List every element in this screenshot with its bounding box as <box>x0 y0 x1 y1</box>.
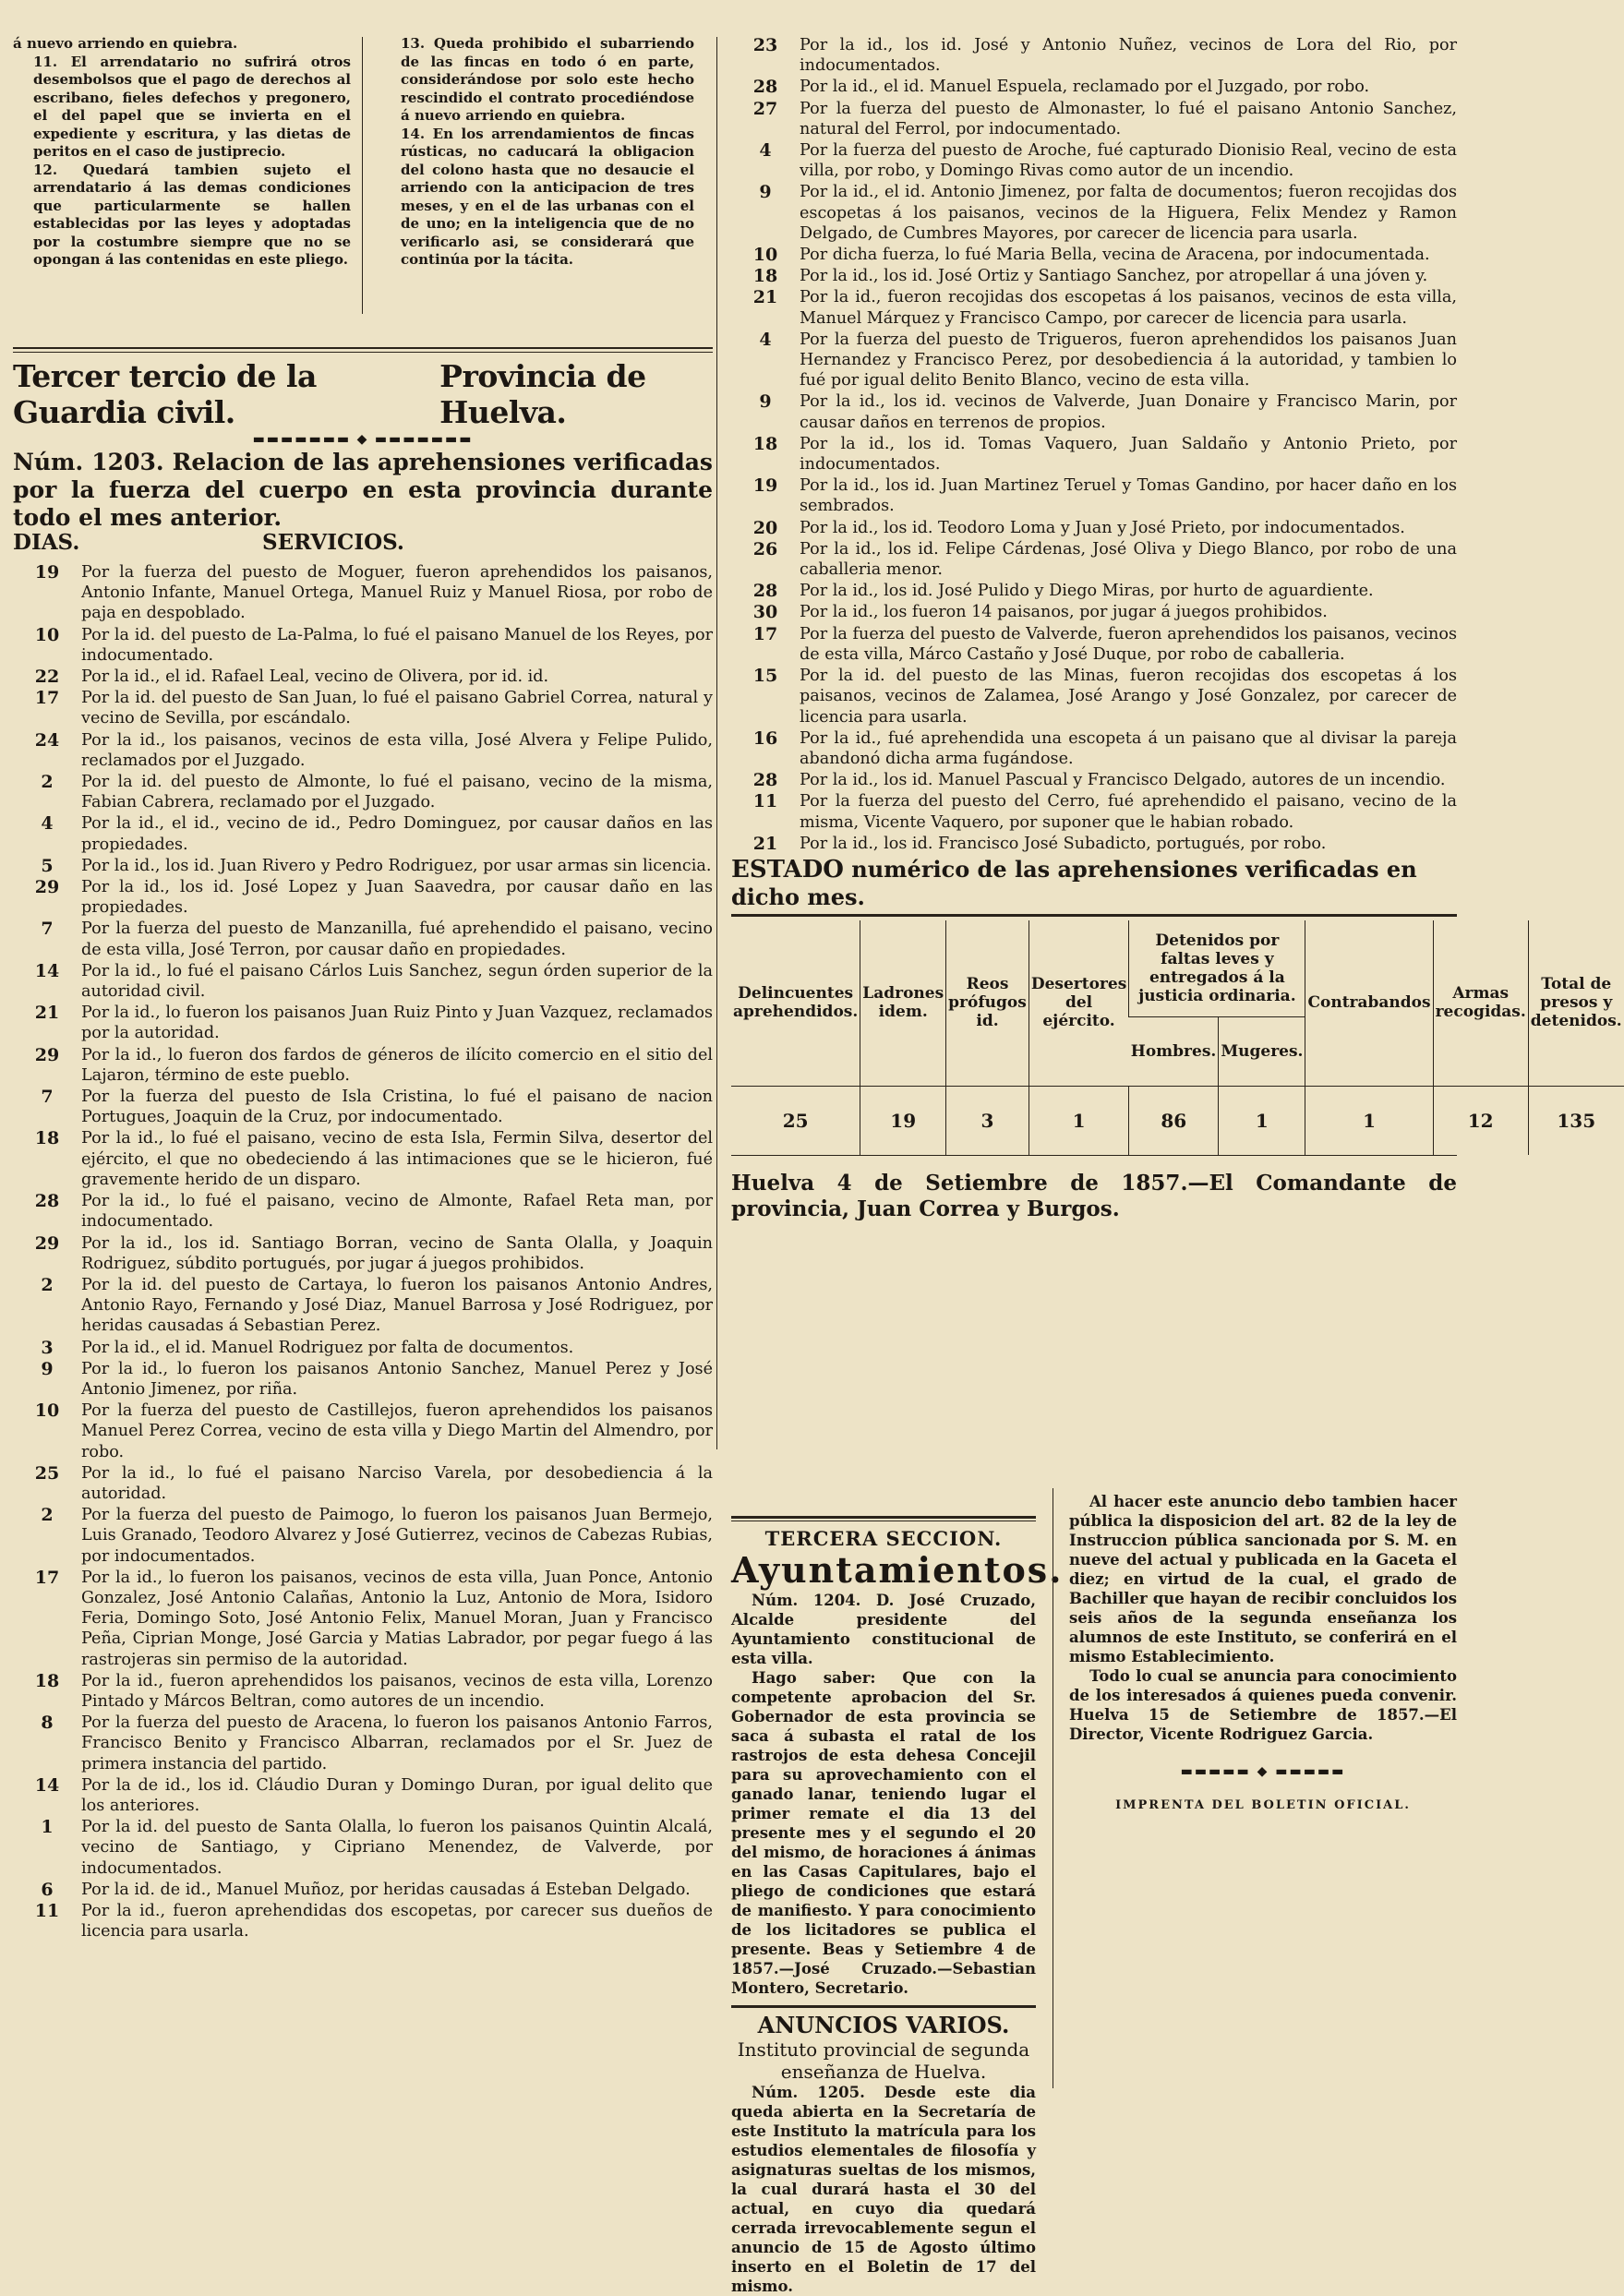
entry-text: Por la id., lo fué el paisano, vecino de Almonte, Rafael Reta man, por indocumentado. <box>81 1192 713 1232</box>
entry-day: 2 <box>41 1274 54 1295</box>
paragraph: 14. En los arrendamientos de fincas rústicas, no caducará la obligacion del colono hasta que no desaucie el arriendo con la anticipacion de tres meses, y en el de las urbanas con el de uno; en la inteligencia que de no verificarlo asi, se considerará que continúa por la tácita. <box>401 125 694 268</box>
entry-row <box>13 688 713 728</box>
entry-text: Por la fuerza del puesto de Paimogo, lo fueron los paisanos Juan Bermejo, Luis Granado, Teodoro Alvarez y José Gutierrez, vecinos de Cabezas Rubias, por indocumentados. <box>81 1506 713 1566</box>
entry-text: Por la id., lo fueron los paisanos, vecinos de esta villa, Juan Ponce, Antonio Gonzalez, José Antonio Calañas, Antonio la Luz, Antonio de Mora, Isidoro Feria, Domingo Soto, José Antonio Felix, Manuel Moran, Juan y Francisco Peña, Ciprian Monge, José Garcia y Matias Labrador, por pegar fuego á las rastrojeras sin permiso de la autoridad. <box>81 1568 713 1669</box>
entry-text: Por la id., los id. Felipe Cárdenas, José Oliva y Diego Blanco, por robo de una caballeria menor. <box>800 539 1457 580</box>
entry-row <box>13 1191 713 1232</box>
entry-text: Por la id., fué aprehendida una escopeta á un paisano que al divisar la pareja abandonó dicha arma fugándose. <box>800 728 1457 768</box>
entry-row <box>13 772 713 812</box>
imprenta-footer: IMPRENTA DEL BOLETIN OFICIAL. <box>1115 1798 1411 1812</box>
entry-day: 18 <box>752 266 778 287</box>
entry-row <box>13 730 713 771</box>
entry-row <box>13 856 713 876</box>
entry-text: Por la id., el id. Rafael Leal, vecino de Olivera, por id. id. <box>81 667 549 687</box>
entry-text: Por la fuerza del puesto del Cerro, fué aprehendido el paisano, vecino de la misma, Vicente Vaquero, por suponer que le habian robado. <box>800 792 1457 832</box>
anuncio-num <box>731 2083 1036 2296</box>
entry-row <box>13 1045 713 1086</box>
entry-day: 26 <box>752 538 778 559</box>
entry-day: 16 <box>752 727 778 749</box>
entry-row <box>13 1505 713 1567</box>
entry-day: 19 <box>752 475 778 497</box>
entries-list-left <box>13 562 713 1941</box>
col-header: Total de presos y detenidos. <box>1528 920 1623 1087</box>
entry-row <box>731 518 1457 538</box>
entry-row <box>13 667 713 687</box>
entry-text: Por la de id., los id. Cláudio Duran y Domingo Duran, por igual delito que los anteriores. <box>81 1775 713 1815</box>
entry-row <box>731 77 1457 97</box>
entry-day: 14 <box>34 1774 60 1796</box>
entry-text: Por la id., los id. José Lopez y Juan Saavedra, por causar daño en las propiedades. <box>81 878 713 918</box>
entry-text: Por la id., lo fueron dos fardos de géneros de ilícito comercio en el sitio del Lajaron, término de este pueblo. <box>81 1045 713 1085</box>
group-header: Detenidos por faltas leves y entregados á la justicia ordinaria. <box>1129 920 1305 1017</box>
col-header: Mugeres. <box>1219 1016 1305 1086</box>
col-header: Armas recogidas. <box>1433 920 1528 1087</box>
entry-text: Por dicha fuerza, lo fué Maria Bella, vecina de Aracena, por indocumentada. <box>800 246 1430 265</box>
estado-value: 1 <box>1219 1086 1305 1155</box>
entry-day: 21 <box>752 287 778 308</box>
entry-day: 22 <box>34 667 60 688</box>
entry-row <box>13 1775 713 1816</box>
entry-row <box>731 834 1457 854</box>
entry-day: 7 <box>41 919 54 940</box>
entry-text: Por la id., los id. Juan Rivero y Pedro Rodriguez, por usar armas sin licencia. <box>81 856 712 875</box>
entry-day: 23 <box>752 35 778 55</box>
anuncio-continuation <box>1069 1492 1457 1815</box>
entry-day: 5 <box>41 855 54 876</box>
entry-text: Por la id. del puesto de Almonte, lo fué el paisano, vecino de la misma, Fabian Cabrera, reclamado por el Juzgado. <box>81 773 713 812</box>
entry-text: Por la id., lo fueron los paisanos Antonio Sanchez, Manuel Perez y José Antonio Jimenez, por riña. <box>81 1359 713 1399</box>
entry-row <box>13 562 713 624</box>
entry-day: 11 <box>752 791 778 812</box>
entry-row <box>731 475 1457 516</box>
signoff: Huelva 4 de Setiembre de 1857.—El Comandante de provincia, Juan Correa y Burgos. <box>731 1170 1457 1221</box>
entry-day: 6 <box>41 1879 54 1900</box>
entries-list-right <box>731 35 1457 854</box>
paragraph: 11. El arrendatario no sufrirá otros desembolsos que el pago de derechos al escribano, fieles defechos y pregonero, el del papel que se invierta en el expediente y escritura, y las dietas de peritos en el caso de justiprecio. <box>33 53 351 160</box>
entry-day: 28 <box>752 581 778 602</box>
entry-day: 28 <box>34 1191 60 1212</box>
entry-day: 17 <box>34 688 60 709</box>
entry-day: 29 <box>34 877 60 898</box>
entry-text: Por la fuerza del puesto de Moguer, fueron aprehendidos los paisanos, Antonio Infante, Manuel Ortega, Manuel Ruiz y Manuel Riosa, por robo de paja en despoblado. <box>81 563 713 623</box>
paragraph: Núm. 1205. Desde este dia queda abierta en la Secretaría de este Instituto la matrícula para los estudios elementales de filosofía y asignaturas sueltas de los mismos, la cual durará hasta el 30 del actual, en cuyo dia quedará cerrada irrevocablemente segun el anuncio de 15 de Agosto último inserto en el Boletin de 17 del mismo. <box>731 2084 1036 2295</box>
entry-day: 4 <box>41 813 54 835</box>
entry-row <box>731 728 1457 769</box>
entry-day: 11 <box>34 1901 60 1921</box>
entry-text: Por la id., lo fueron los paisanos Juan Ruiz Pinto y Juan Vazquez, reclamados por la autoridad. <box>81 1004 713 1043</box>
entry-day: 9 <box>759 391 772 413</box>
entry-day: 10 <box>34 1400 60 1422</box>
entry-text: Por la id., el id. Antonio Jimenez, por falta de documentos; fueron recojidas dos escopetas á los paisanos, vecinos de la Higuera, Felix Mendez y Ramon Delgado, de Cumbres Mayores, por carecer de licencia para usarla. <box>800 183 1457 243</box>
entry-text: Por la id. del puesto de La-Palma, lo fué el paisano Manuel de los Reyes, por indocumentado. <box>81 625 713 665</box>
entry-text: Por la fuerza del puesto de Aracena, lo fueron los paisanos Antonio Farros, Francisco Benito y Francisco Albarran, reclamados por el Sr. Juez de primera instancia del partido. <box>81 1713 713 1773</box>
entry-text: Por la id. de id., Manuel Muñoz, por heridas causadas á Esteban Delgado. <box>81 1880 691 1899</box>
column-headings <box>13 530 713 555</box>
entry-row <box>731 581 1457 601</box>
entry-text: Por la fuerza del puesto de Castillejos, fueron aprehendidos los paisanos Manuel Perez Correa, vecino de esta villa y Diego Martin del Almendro, por robo. <box>81 1401 713 1461</box>
paragraph: Núm. 1204. D. José Cruzado, Alcalde presidente del Ayuntamiento constitucional de esta villa. <box>731 1592 1036 1667</box>
col-header: Hombres. <box>1129 1016 1219 1086</box>
entry-text: Por la id., los id. vecinos de Valverde, Juan Donaire y Francisco Marin, por causar daños en terrenos de propios. <box>800 392 1457 432</box>
entry-row <box>731 791 1457 832</box>
entry-row <box>13 1568 713 1670</box>
entry-row <box>13 1463 713 1504</box>
estado-value: 1 <box>1305 1086 1433 1155</box>
estado-value: 12 <box>1433 1086 1528 1155</box>
section-header <box>13 358 713 430</box>
entry-row <box>13 1817 713 1879</box>
rule <box>731 2005 1036 2008</box>
entry-day: 10 <box>752 245 778 266</box>
entry-row <box>731 602 1457 622</box>
entry-day: 18 <box>752 433 778 454</box>
entry-row <box>13 1901 713 1941</box>
entry-row <box>13 1713 713 1774</box>
entry-day: 21 <box>34 1003 60 1024</box>
entry-day: 9 <box>41 1358 54 1379</box>
entry-row <box>13 1003 713 1043</box>
entry-day: 2 <box>41 1505 54 1526</box>
paragraph: á nuevo arriendo en quiebra. <box>13 35 238 52</box>
paragraph: Hago saber: Que con la competente aprobacion del Sr. Gobernador de esta provincia se saca á subasta el ratal de los rastrojos de esta dehesa Concejil para su aprovechamiento con el ganado lanar, teniendo lugar el primer remate el dia 13 del presente mes y el segundo el 20 del mismo, de horaciones á ánimas en las Casas Capitulares, bajo el pliego de condiciones que estará de manifiesto. Y para conocimiento de los licitadores se publica el presente. Beas y Setiembre 4 de 1857.—José Cruzado.—Sebastian Montero, Secretario. <box>731 1669 1036 1997</box>
estado-table <box>731 920 1624 1155</box>
entry-day: 7 <box>41 1087 54 1108</box>
entry-text: Por la id., los id. Tomas Vaquero, Juan Saldaño y Antonio Prieto, por indocumentados. <box>800 434 1457 475</box>
estado-value: 86 <box>1129 1086 1219 1155</box>
estado-value: 1 <box>1029 1086 1128 1155</box>
entry-text: Por la id., los id. José Pulido y Diego Miras, por hurto de aguardiente. <box>800 582 1374 601</box>
entry-row <box>13 813 713 854</box>
entry-row <box>731 287 1457 328</box>
entry-row <box>731 624 1457 665</box>
entry-row <box>731 391 1457 432</box>
entry-row <box>13 1671 713 1712</box>
entry-text: Por la id. del puesto de Cartaya, lo fueron los paisanos Antonio Andres, Antonio Rayo, Fernando y José Diaz, Manuel Barrosa y José Rodriguez, por heridas causadas á Sebastian Perez. <box>81 1275 713 1336</box>
servicios-heading: SERVICIOS. <box>262 530 404 555</box>
ornament-rule: ▬▬▬▬▬ ◆ ▬▬▬▬▬ <box>1180 1764 1346 1779</box>
header-right: Provincia de Huelva. <box>439 358 646 430</box>
entry-day: 27 <box>752 98 778 119</box>
entry-text: Por la fuerza del puesto de Trigueros, fueron aprehendidos los paisanos Juan Hernandez y Francisco Perez, por desobediencia á la autoridad, y tambien lo fué por igual delito Benito Blanco, vecino de esta villa. <box>800 330 1457 391</box>
entry-day: 10 <box>34 624 60 645</box>
entry-row <box>731 266 1457 286</box>
report-title: Núm. 1203. Relacion de las aprehensiones verificadas por la fuerza del cuerpo en esta provincia durante todo el mes anterior. <box>13 449 713 531</box>
entry-text: Por la id., fueron aprehendidos los paisanos, vecinos de esta villa, Lorenzo Pintado y Márcos Beltran, como autores de un incendio. <box>81 1671 713 1711</box>
entry-day: 18 <box>34 1670 60 1691</box>
entry-row <box>13 1359 713 1400</box>
entry-text: Por la id. del puesto de las Minas, fueron recojidas dos escopetas á los paisanos, vecinos de Zalamea, José Arango y José Gonzalez, por carecer de licencia para usarla. <box>800 667 1457 727</box>
report-continuation <box>731 35 1622 1222</box>
column-divider <box>716 37 717 1449</box>
entry-text: Por la id., los id. Juan Martinez Teruel y Tomas Gandino, por hacer daño en los sembrados. <box>800 476 1457 516</box>
entry-day: 28 <box>752 77 778 98</box>
entry-row <box>13 1087 713 1127</box>
ornament-rule: ▬▬▬▬▬▬▬ ◆ ▬▬▬▬▬▬▬ <box>252 432 474 447</box>
estado-values-row <box>731 1086 1624 1155</box>
entry-text: Por la id., el id., vecino de id., Pedro Dominguez, por causar daños en las propiedades. <box>81 814 713 854</box>
entry-day: 21 <box>752 833 778 854</box>
entry-text: Por la id., lo fué el paisano, vecino de esta Isla, Fermin Silva, desertor del ejército, el que no obedeciendo á las intimaciones que se le hicieron, fué gravemente herido de un disparo. <box>81 1129 713 1189</box>
rule <box>731 1516 1036 1519</box>
entry-row <box>731 330 1457 391</box>
entry-row <box>13 1233 713 1274</box>
entry-text: Por la fuerza del puesto de Manzanilla, fué aprehendido el paisano, vecino de esta villa, José Terron, por causar daño en propiedades. <box>81 920 713 959</box>
col-header: Ladrones idem. <box>860 920 946 1087</box>
entry-row <box>13 919 713 959</box>
entry-day: 4 <box>759 329 772 350</box>
entry-text: Por la id., lo fué el paisano Cárlos Luis Sanchez, segun órden superior de la autoridad civil. <box>81 961 713 1002</box>
entry-text: Por la id., fueron recojidas dos escopetas á los paisanos, vecinos de esta villa, Manuel Márquez y Francisco Campo, por carecer de licencia para usarla. <box>800 288 1457 328</box>
entry-text: Por la id., los paisanos, vecinos de esta villa, José Alvera y Felipe Pulido, reclamados por el Juzgado. <box>81 730 713 770</box>
entry-row <box>13 1275 713 1337</box>
entry-day: 14 <box>34 960 60 981</box>
entry-row <box>731 770 1457 790</box>
col-header: Contrabandos <box>1305 920 1433 1087</box>
entry-text: Por la id., el id. Manuel Rodriguez por falta de documentos. <box>81 1338 574 1357</box>
paragraph: Todo lo cual se anuncia para conocimiento de los interesados á quienes pueda convenir. Huelva 15 de Setiembre de 1857.—El Director, Vicente Rodriguez Garcia. <box>1069 1667 1457 1743</box>
paragraph: 12. Quedará tambien sujeto el arrendatario á las demas condiciones que particularmente se hallen establecidas por las leyes y adoptadas por la costumbre siempre que no se opongan á las contenidas en este pliego. <box>33 161 351 268</box>
entry-row <box>731 434 1457 475</box>
entry-day: 29 <box>34 1044 60 1065</box>
estado-value: 3 <box>946 1086 1029 1155</box>
entry-text: Por la fuerza del puesto de Aroche, fué capturado Dionisio Real, vecino de esta villa, por robo, y Domingo Rivas como autor de un incendio. <box>800 141 1457 181</box>
entry-day: 25 <box>34 1462 60 1484</box>
entry-row <box>13 625 713 666</box>
entry-row <box>13 961 713 1002</box>
instituto-title: Instituto provincial de segunda enseñanza de Huelva. <box>737 2038 1030 2083</box>
entry-text: Por la id., fueron aprehendidas dos escopetas, por carecer sus dueños de licencia para usarla. <box>81 1902 713 1941</box>
paragraph: Al hacer este anuncio debo tambien hacer pública la disposicion del art. 82 de la ley de Instruccion pública sancionada por S. M. en nueve del actual y publicada en la Gaceta el diez; en virtud de la cual, el grado de Bachiller que hayan de recibir concluidos los seis años de la segunda enseñanza los alumnos de este Instituto, se conferirá en el mismo Establecimiento. <box>1069 1493 1457 1665</box>
double-rule <box>13 347 713 353</box>
entry-row <box>731 666 1457 727</box>
entry-text: Por la id., los id. Manuel Pascual y Francisco Delgado, autores de un incendio. <box>800 771 1446 790</box>
entry-day: 28 <box>752 770 778 791</box>
dias-heading: DIAS. <box>13 530 80 555</box>
anuncios-title: ANUNCIOS VARIOS. <box>757 2012 1010 2038</box>
entry-day: 8 <box>41 1713 54 1734</box>
entry-row <box>731 99 1457 139</box>
ayuntamientos-title: Ayuntamientos. <box>731 1549 1064 1591</box>
guardia-civil-report <box>13 338 713 1942</box>
tercera-seccion <box>731 1516 1064 2296</box>
entry-row <box>731 182 1457 244</box>
entry-day: 2 <box>41 772 54 793</box>
entry-day: 1 <box>41 1817 54 1838</box>
rule <box>731 1155 1457 1156</box>
estado-title <box>731 856 1457 910</box>
entry-text: Por la id., los id. Francisco José Subadicto, portugués, por robo. <box>800 834 1327 853</box>
col-header: Reos prófugos id. <box>946 920 1029 1087</box>
entry-row <box>13 1400 713 1462</box>
entry-text: Por la id., los id. José Ortiz y Santiago Sanchez, por atropellar á una jóven y. <box>800 267 1428 286</box>
paragraph: 13. Queda prohibido el subarriendo de las fincas en todo ó en parte, considerándose por solo este hecho rescindido el contrato procediéndose á nuevo arriendo en quiebra. <box>401 35 694 124</box>
entry-row <box>731 539 1457 580</box>
entry-day: 4 <box>759 140 772 162</box>
entry-text: Por la fuerza del puesto de Almonaster, lo fué el paisano Antonio Sanchez, natural del Ferrol, por indocumentado. <box>800 99 1457 138</box>
column-divider <box>362 37 363 314</box>
estado-subtitle: numérico de las aprehensiones verificadas en dicho mes. <box>731 855 1417 910</box>
entry-day: 29 <box>34 1232 60 1254</box>
rule <box>731 914 1457 917</box>
estado-value: 25 <box>731 1086 860 1155</box>
entry-day: 15 <box>752 666 778 687</box>
entry-day: 17 <box>752 623 778 644</box>
tercera-body <box>731 1591 1036 1998</box>
entry-day: 19 <box>34 562 60 583</box>
estado-lead: ESTADO <box>731 855 844 884</box>
section-title: TERCERA SECCION. <box>764 1527 1003 1550</box>
entry-text: Por la id., los id. José y Antonio Nuñez, vecinos de Lora del Rio, por indocumentados. <box>800 36 1457 76</box>
entry-text: Por la id., los fueron 14 paisanos, por jugar á juegos prohibidos. <box>800 603 1328 622</box>
entry-row <box>13 1128 713 1190</box>
entry-text: Por la fuerza del puesto de Isla Cristina, lo fué el paisano de nacion Portugues, Joaquin de la Cruz, por indocumentado. <box>81 1088 713 1127</box>
entry-day: 9 <box>759 182 772 203</box>
estado-value: 19 <box>860 1086 946 1155</box>
entry-row <box>731 245 1457 265</box>
entry-text: Por la id., los id. Santiago Borran, vecino de Santa Olalla, y Joaquin Rodriguez, súbdito portugués, por jugar á juegos prohibidos. <box>81 1233 713 1273</box>
entry-day: 3 <box>41 1337 54 1358</box>
entry-day: 30 <box>752 602 778 623</box>
estado-value: 135 <box>1528 1086 1623 1155</box>
entry-row <box>731 35 1457 76</box>
entry-day: 18 <box>34 1128 60 1149</box>
top-left-column-a <box>13 35 351 270</box>
entry-day: 20 <box>752 517 778 538</box>
top-left-column-b <box>380 35 694 270</box>
col-header: Desertores del ejército. <box>1029 920 1128 1087</box>
entry-row <box>13 1880 713 1900</box>
entry-text: Por la id. del puesto de Santa Olalla, lo fueron los paisanos Quintin Alcalá, vecino de Santiago, y Cipriano Menendez, de Valverde, por indocumentados. <box>81 1818 713 1878</box>
header-left: Tercer tercio de la Guardia civil. <box>13 358 317 430</box>
entry-day: 24 <box>34 729 60 751</box>
col-header: Delincuentes aprehendidos. <box>733 984 859 1022</box>
estado-group-row <box>731 920 1624 1017</box>
entry-row <box>13 1338 713 1358</box>
entry-text: Por la id., el id. Manuel Espuela, reclamado por el Juzgado, por robo. <box>800 78 1370 97</box>
entry-day: 17 <box>34 1567 60 1588</box>
entry-text: Por la fuerza del puesto de Valverde, fueron aprehendidos los paisanos, vecinos de esta villa, Márco Castaño y José Duque, por robo de caballeria. <box>800 624 1457 664</box>
entry-row <box>731 140 1457 181</box>
entry-text: Por la id., lo fué el paisano Narciso Varela, por desobediencia á la autoridad. <box>81 1463 713 1503</box>
entry-text: Por la id., los id. Teodoro Loma y Juan y José Prieto, por indocumentados. <box>800 518 1405 537</box>
entry-row <box>13 877 713 918</box>
entry-text: Por la id. del puesto de San Juan, lo fué el paisano Gabriel Correa, natural y vecino de Sevilla, por escándalo. <box>81 689 713 728</box>
